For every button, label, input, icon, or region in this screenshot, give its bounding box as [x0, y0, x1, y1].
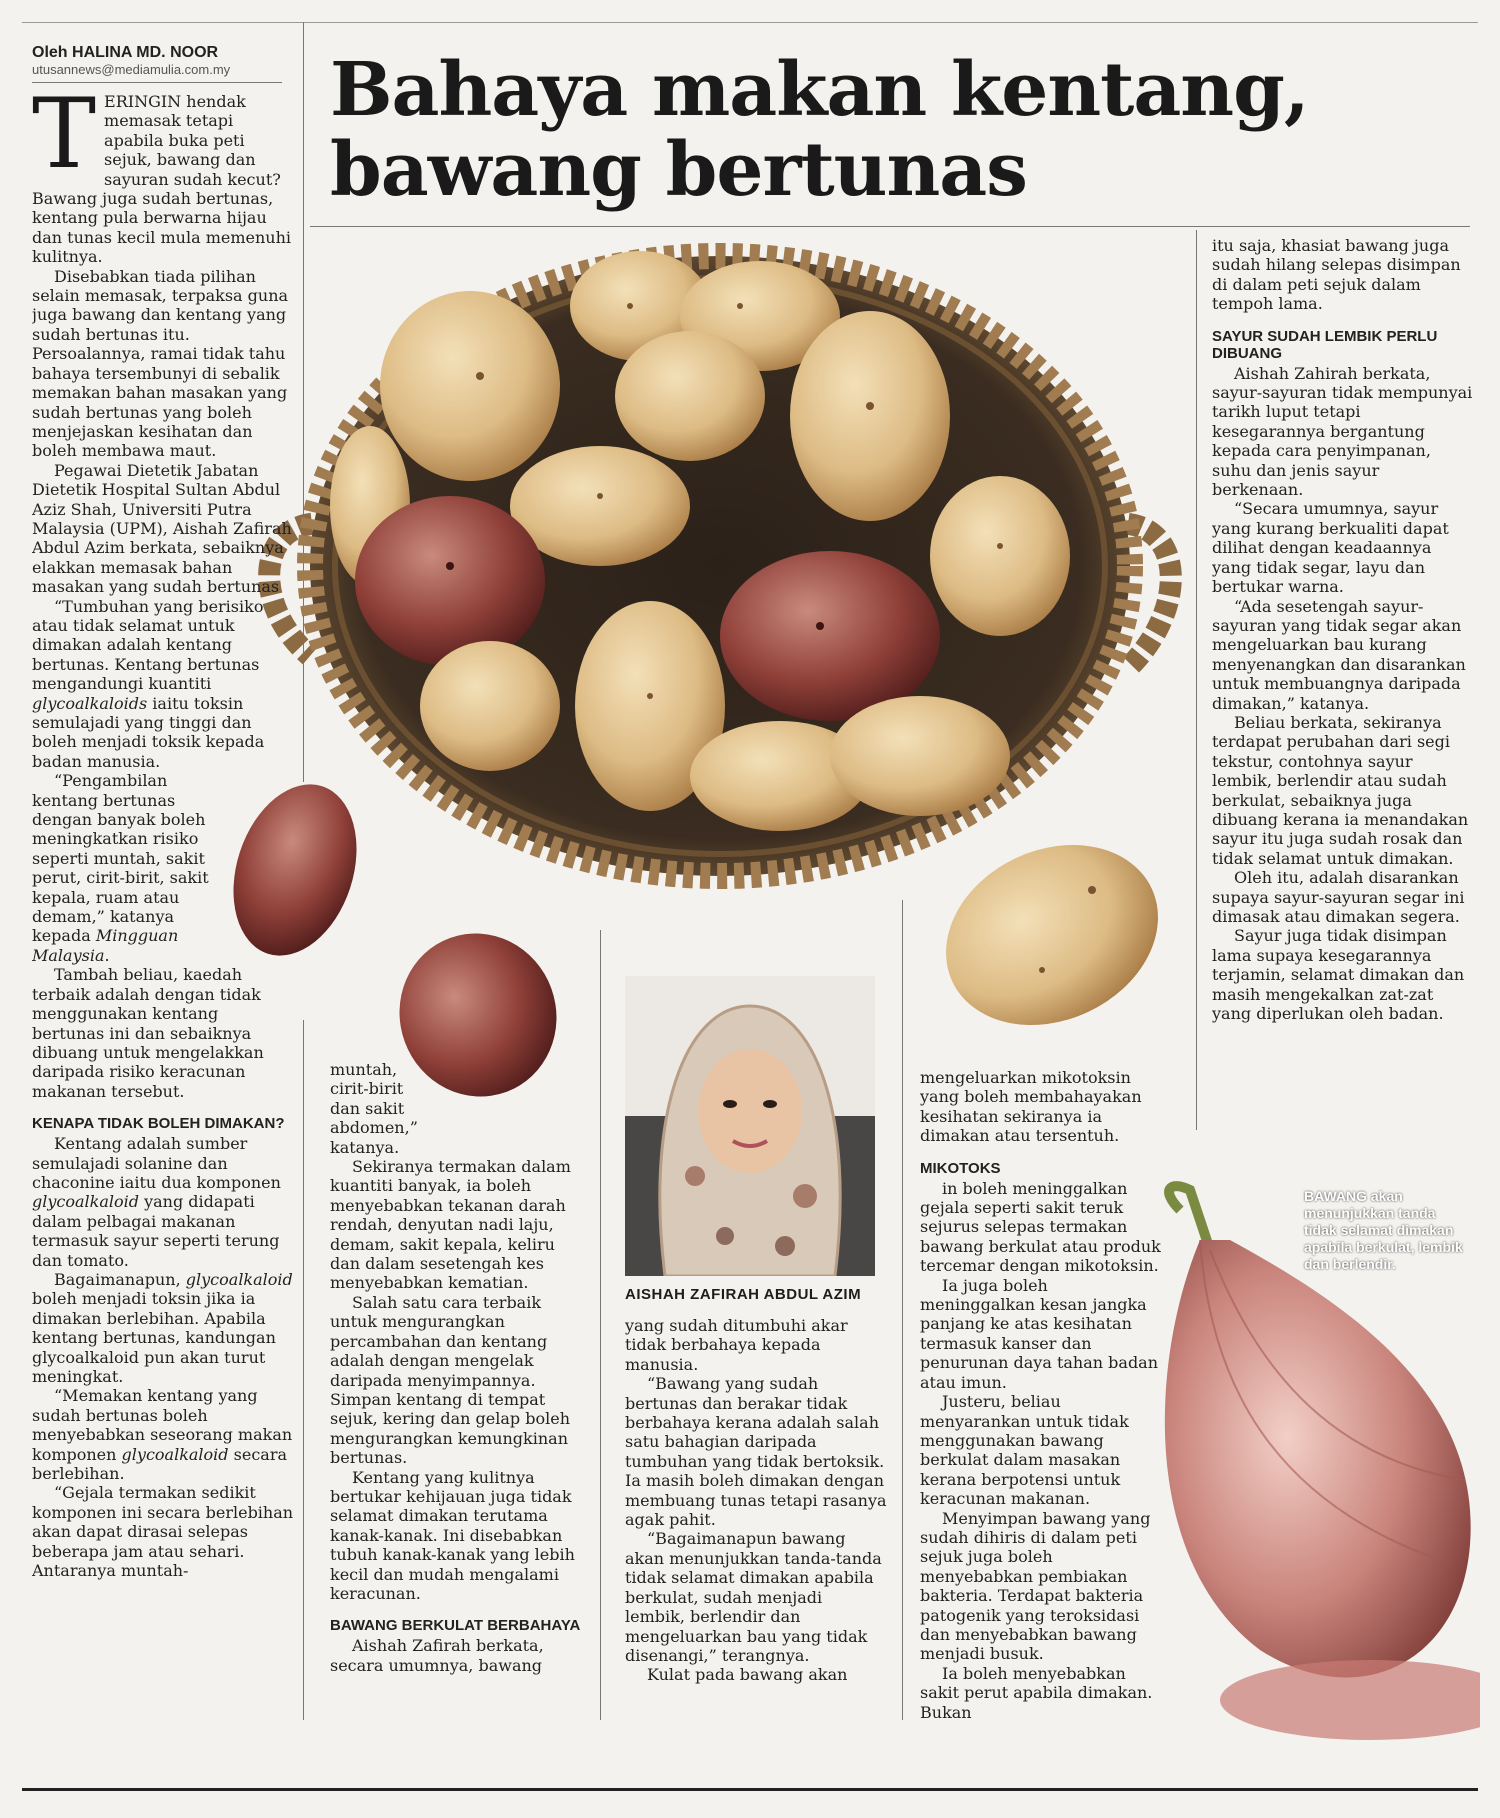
portrait-caption: AISHAH ZAFIRAH ABDUL AZIM	[625, 1286, 862, 1303]
paragraph: “Secara umumnya, sayur yang kurang berkualiti dapat dilihat dengan keadaannya yang tidak segar, layu dan bertukar warna.	[1212, 499, 1449, 597]
text: iaitu toksin semulajadi yang tinggi dan boleh menjadi toksik kepada badan manusia.	[32, 693, 265, 771]
paragraph: Pegawai Dietetik Jabatan Dietetik Hospital Sultan Abdul Aziz Shah, Universiti Putra Malaysia (UPM), Aishah Zafirah Abdul Azim berkata, sebaiknya elakkan memasak bahan masakan yang sudah bertunas	[32, 460, 292, 597]
onion-caption-text: akan menunjukkan tanda tidak selamat dimakan apabila berkulat, lembik dan berlendir.	[1304, 1188, 1463, 1272]
paragraph	[32, 771, 294, 965]
top-border	[22, 22, 1478, 23]
paragraph: Kulat pada bawang akan	[647, 1665, 848, 1685]
paragraph: “Ada sesetengah sayur-sayuran yang tidak segar akan mengeluarkan bau kurang menyenangkan dan disarankan untuk membuangnya daripada dimakan,” katanya.	[1212, 596, 1466, 713]
paragraph: Disebabkan tiada pilihan selain memasak, terpaksa guna juga bawang dan kentang yang sudah bertunas itu. Persoalannya, ramai tidak tahu bahaya tersembunyi di sebalik memakan bahan masakan yang sudah bertunas yang boleh menjejaskan kesihatan dan boleh membawa maut.	[32, 266, 289, 461]
paragraph	[32, 1134, 294, 1270]
paragraph: Sekiranya termakan dalam kuantiti banyak, ia boleh menyebabkan tekanan darah rendah, denyutan nadi laju, demam, sakit kepala, keliru dan dalam sesetengah kes menyebabkan kematian.	[330, 1157, 571, 1293]
column-2	[330, 1060, 590, 1780]
paragraph: Aishah Zahirah berkata, sayur-sayuran tidak mempunyai tarikh luput tetapi kesegarannya bergantung kepada cara penyimpanan, suhu dan jenis sayur berkenaan.	[1212, 363, 1473, 500]
column-rule-1b	[303, 1020, 304, 1720]
paragraph	[32, 597, 294, 772]
onion-caption-bold: BAWANG	[1304, 1188, 1367, 1204]
italic-term: glycoalkaloid	[185, 1269, 293, 1289]
column-4	[920, 1068, 1165, 1780]
paragraph: “Bawang yang sudah bertunas dan berakar tidak berbahaya kerana adalah salah satu bahagian daripada tumbuhan yang tidak bertoksik. Ia masih boleh dimakan dengan membuang tunas tetapi rasanya agak pahit.	[625, 1374, 887, 1530]
paragraph: Menyimpan bawang yang sudah dihiris di dalam peti sejuk juga boleh menyebabkan pembiakan bakteria. Terdapat bakteria patogenik yang teroksidasi dan menyebabkan bawang menjadi busuk.	[920, 1508, 1151, 1664]
bottom-border	[22, 1788, 1478, 1791]
paragraph: Oleh itu, adalah disarankan supaya sayur-sayuran segar ini dimasak atau dimakan segera.	[1212, 868, 1465, 926]
lead-text: ERINGIN hendak memasak tetapi apabila buka peti sejuk, bawang dan sayuran sudah kecut? Bawang juga sudah bertunas, kentang pula berwarna hijau dan tunas kecil mula memenuhi kulitnya.	[32, 92, 292, 267]
paragraph: mengeluarkan mikotoksin yang boleh membahayakan kesihatan sekiranya ia dimakan atau tersentuh.	[920, 1068, 1142, 1146]
text: boleh menjadi toksin jika ia dimakan berlebihan. Apabila kentang bertunas, kandungan glycoalkaloid pun akan turut meningkat.	[32, 1289, 276, 1386]
paragraph: Tambah beliau, kaedah terbaik adalah dengan tidak menggunakan kentang bertunas ini dan sebaiknya dibuang untuk mengelakkan daripada risiko keracunan makanan tersebut.	[32, 965, 264, 1101]
author-email: utusannews@mediamulia.com.my	[32, 62, 231, 77]
headline: Bahaya makan kentang, bawang bertunas	[330, 47, 1309, 213]
subheading-mikotoks: MIKOTOKS	[920, 1159, 1001, 1177]
subheading-sayur: SAYUR SUDAH LEMBIK PERLU DIBUANG	[1212, 327, 1438, 362]
text: Kentang adalah sumber semulajadi solanine dan chaconine iaitu dua komponen	[32, 1134, 281, 1192]
paragraph: Ia boleh menyebabkan sakit perut apabila dimakan. Bukan	[920, 1663, 1153, 1722]
italic-term: glycoalkaloid	[121, 1444, 229, 1464]
italic-term: glycoalkaloids	[32, 693, 148, 713]
italic-term: Mingguan Malaysia	[32, 926, 179, 965]
subheading-bawang: BAWANG BERKULAT BERBAHAYA	[330, 1617, 581, 1635]
paragraph: Beliau berkata, sekiranya terdapat perubahan dari segi tekstur, contohnya sayur lembik, berlendir atau sudah berkulat, sebaiknya juga dibuang kerana ia menandakan sayur itu juga sudah rosak dan tidak selamat untuk dimakan.	[1212, 712, 1469, 868]
drop-cap: T	[32, 92, 97, 190]
text: .	[104, 945, 110, 965]
paragraph: Aishah Zafirah berkata, secara umumnya, bawang	[330, 1636, 544, 1675]
italic-term: glycoalkaloid	[32, 1192, 139, 1212]
text: yang didapati dalam pelbagai makanan termasuk sayur seperti terung dan tomato.	[32, 1192, 280, 1270]
paragraph: Salah satu cara terbaik untuk mengurangkan percambahan dan kentang adalah dengan mengelak daripada menyimpannya. Simpan kentang di tempat sejuk, kering dan gelap boleh mengurangkan kemungkinan bertunas.	[330, 1292, 571, 1468]
text: Bagaimanapun,	[54, 1269, 186, 1289]
onion-caption	[1304, 1188, 1472, 1273]
headline-rule	[310, 226, 1470, 227]
column-rule-3	[902, 900, 903, 1720]
paragraph: yang sudah ditumbuhi akar tidak berbahaya kepada manusia.	[625, 1316, 848, 1374]
paragraph: Ia juga boleh meninggalkan kesan jangka panjang ke atas kesihatan termasuk kanser dan penurunan daya tahan badan atau imun.	[920, 1275, 1159, 1392]
paragraph: Sayur juga tidak disimpan lama supaya kesegarannya terjamin, selamat dimakan dan masih mengekalkan zat-zat yang diperlukan oleh badan.	[1212, 926, 1465, 1024]
column-rule-2	[600, 930, 601, 1720]
paragraph: “Gejala termakan sedikit komponen ini secara berlebihan akan dapat dirasai selepas beberapa jam atau sehari. Antaranya muntah-	[32, 1483, 294, 1581]
author-name: Oleh HALINA MD. NOOR	[32, 44, 219, 61]
text: “Tumbuhan yang berisiko atau tidak selamat untuk dimakan adalah kentang bertunas. Kentang bertunas mengandungi kuantiti	[32, 596, 264, 694]
lead-paragraph	[32, 92, 294, 267]
subheading-kenapa: KENAPA TIDAK BOLEH DIMAKAN?	[32, 1115, 285, 1133]
paragraph: in boleh meninggalkan gejala seperti sakit teruk sejurus selepas termakan bawang berkulat atau produk tercemar dengan mikotoksin.	[920, 1178, 1161, 1276]
paragraph: Kentang yang kulitnya bertukar kehijauan juga tidak selamat dimakan terutama kanak-kanak. Ini disebabkan tubuh kanak-kanak yang lebih kecil dan mudah mengalami keracunan.	[330, 1467, 575, 1603]
potato-right-photo	[932, 830, 1172, 1040]
text: “Pengambilan kentang bertunas dengan banyak boleh meningkatkan risiko seperti muntah, sakit perut, cirit-birit, sakit kepala, ruam atau demam,” katanya kepada	[32, 771, 209, 946]
column-3	[625, 1316, 887, 1781]
aishah-portrait-photo	[625, 976, 875, 1276]
paragraph: Justeru, beliau menyarankan untuk tidak menggunakan bawang berkulat dalam masakan kerana berpotensi untuk keracunan makanan.	[920, 1392, 1129, 1509]
column-1	[32, 92, 294, 1782]
paragraph	[32, 1386, 294, 1483]
text: “Memakan kentang yang sudah bertunas boleh menyebabkan seseorang makan komponen	[32, 1386, 293, 1464]
column-5	[1212, 236, 1474, 1156]
byline	[32, 44, 282, 77]
text: secara berlebihan.	[32, 1444, 287, 1484]
paragraph: itu saja, khasiat bawang juga sudah hilang selepas disimpan di dalam peti sejuk dalam tempoh lama.	[1212, 236, 1461, 314]
paragraph	[32, 1270, 294, 1386]
byline-rule	[32, 82, 282, 83]
paragraph: “Bagaimanapun bawang akan menunjukkan tanda-tanda tidak selamat dimakan apabila berkulat, sudah menjadi lembik, berlendir dan mengeluarkan bau yang tidak disenangi,” terangnya.	[625, 1529, 882, 1665]
paragraph: muntah, cirit-birit dan sakit abdomen,” katanya.	[330, 1060, 418, 1157]
